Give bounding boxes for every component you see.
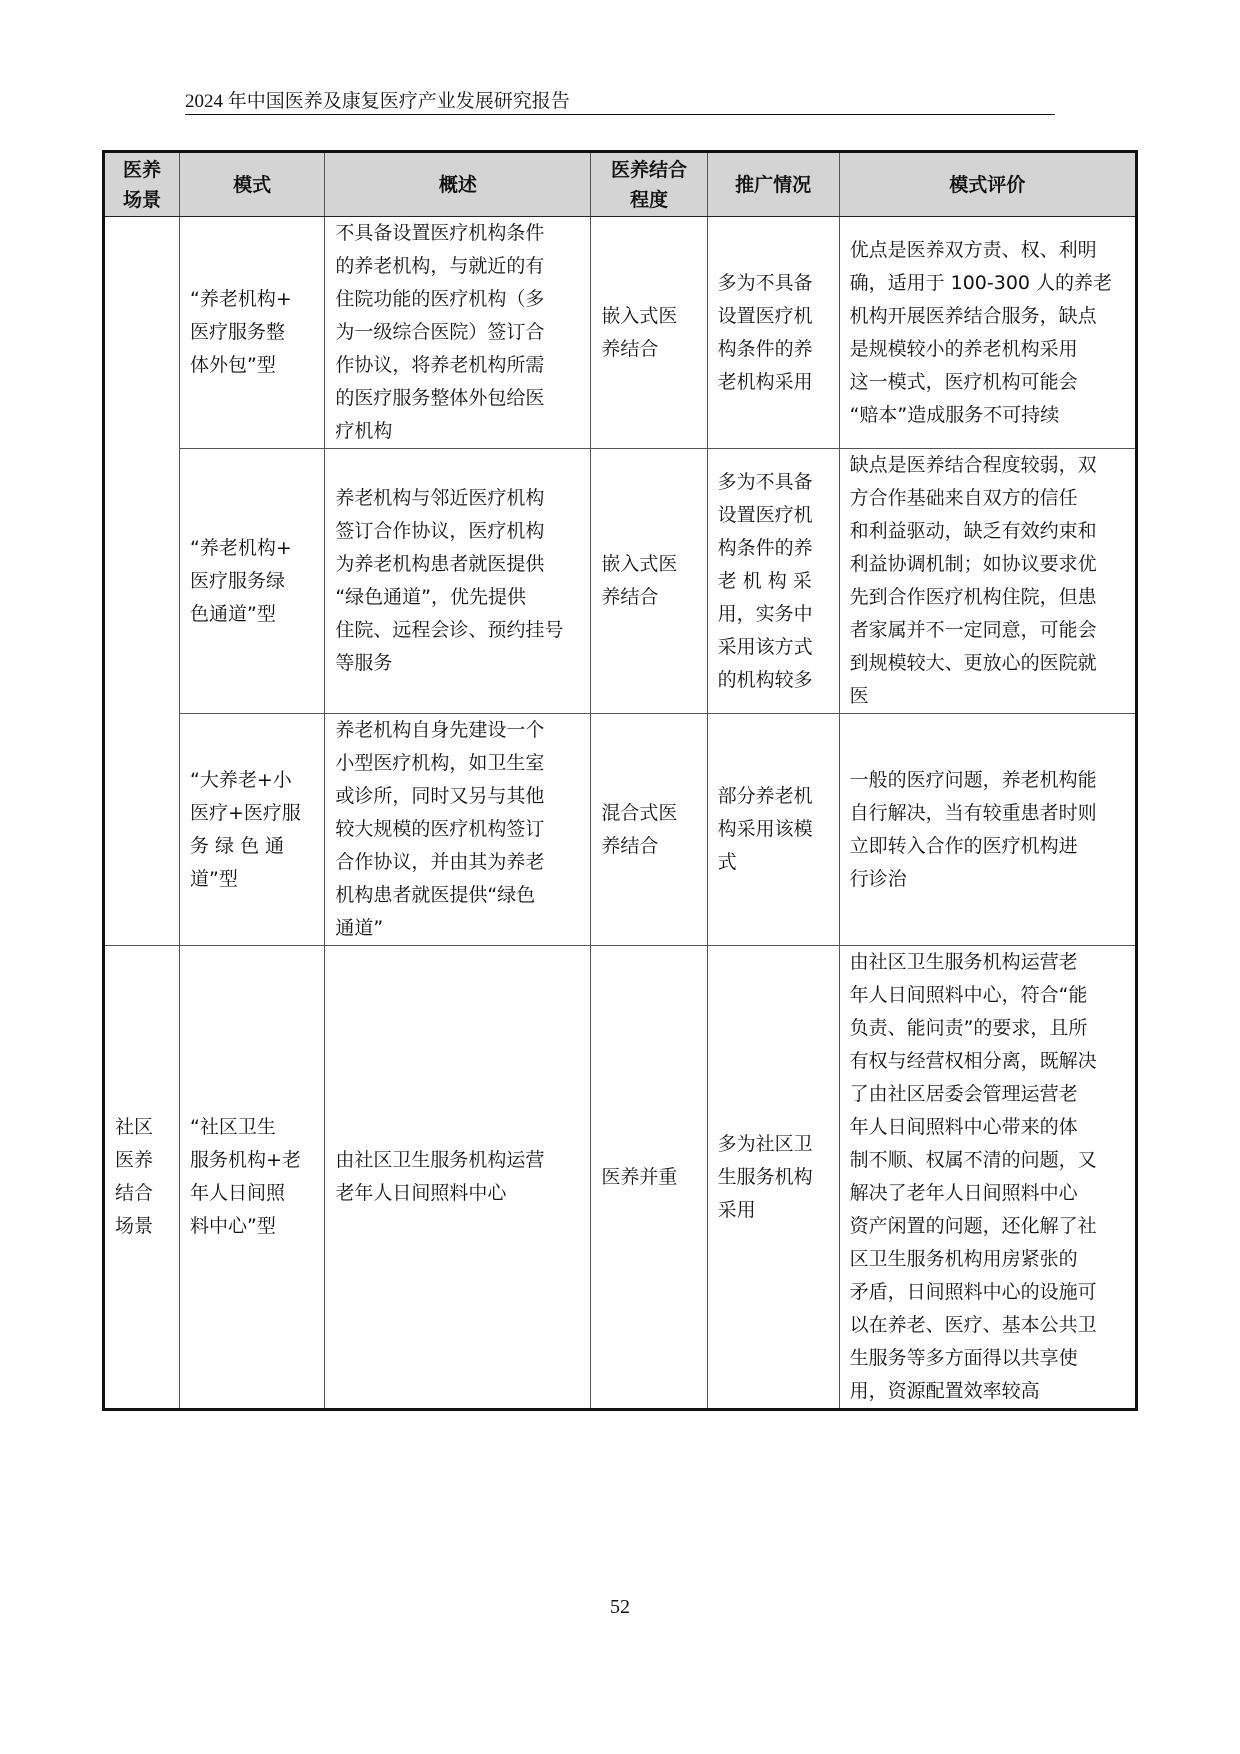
table-row bbox=[104, 449, 1137, 714]
header-degree: 医养结合 程度 bbox=[591, 152, 707, 217]
medical-elderly-care-modes-table bbox=[102, 150, 1138, 1411]
adoption-cell: 部分养老机 构采用该模 式 bbox=[707, 714, 839, 946]
adoption-cell: 多为不具备 设置医疗机 构条件的养 老机构采用 bbox=[707, 217, 839, 449]
mode-cell: “社区卫生 服务机构+老 年人日间照 料中心”型 bbox=[180, 946, 325, 1410]
degree-cell: 嵌入式医 养结合 bbox=[591, 217, 707, 449]
page-number: 52 bbox=[610, 1596, 630, 1618]
adoption-cell: 多为社区卫 生服务机构 采用 bbox=[707, 946, 839, 1410]
scene-cell: 社区 医养 结合 场景 bbox=[104, 946, 180, 1410]
header-mode: 模式 bbox=[180, 152, 325, 217]
header-rule bbox=[185, 114, 1055, 115]
scene-cell bbox=[104, 217, 180, 946]
mode-cell: “大养老+小 医疗+医疗服 务 绿 色 通 道”型 bbox=[180, 714, 325, 946]
table-header-row bbox=[104, 152, 1137, 217]
header-scene: 医养 场景 bbox=[104, 152, 180, 217]
table-row bbox=[104, 714, 1137, 946]
evaluation-cell: 由社区卫生服务机构运营老 年人日间照料中心，符合“能 负责、能问责”的要求，且所 有权与经营权相分离，既解决 了由社区居委会管理运营老 年人日间照料中心带来的体 制不顺、权属不清的问题，又 解决了老年人日间照料中心 资产闲置的问题，还化解了社 区卫生服务机构用房紧张的 矛盾，日间照料中心的设施可 以在养老、医疗、基本公共卫 生服务等多方面得以共享使 用，资源配置效率较高 bbox=[839, 946, 1136, 1410]
degree-cell: 混合式医 养结合 bbox=[591, 714, 707, 946]
table-row bbox=[104, 217, 1137, 449]
degree-cell: 嵌入式医 养结合 bbox=[591, 449, 707, 714]
evaluation-cell: 一般的医疗问题，养老机构能 自行解决，当有较重患者时则 立即转入合作的医疗机构进 行诊治 bbox=[839, 714, 1136, 946]
table-row bbox=[104, 946, 1137, 1410]
adoption-cell: 多为不具备 设置医疗机 构条件的养 老 机 构 采 用，实务中 采用该方式 的机构较多 bbox=[707, 449, 839, 714]
overview-cell: 由社区卫生服务机构运营 老年人日间照料中心 bbox=[325, 946, 591, 1410]
evaluation-cell: 优点是医养双方责、权、利明 确，适用于 100-300 人的养老 机构开展医养结合服务，缺点 是规模较小的养老机构采用 这一模式，医疗机构可能会 “赔本”造成服务不可持续 bbox=[839, 217, 1136, 449]
header-overview: 概述 bbox=[325, 152, 591, 217]
mode-cell: “养老机构+ 医疗服务整 体外包”型 bbox=[180, 217, 325, 449]
overview-cell: 养老机构与邻近医疗机构 签订合作协议，医疗机构 为养老机构患者就医提供 “绿色通道”，优先提供 住院、远程会诊、预约挂号 等服务 bbox=[325, 449, 591, 714]
overview-cell: 养老机构自身先建设一个 小型医疗机构，如卫生室 或诊所，同时又另与其他 较大规模的医疗机构签订 合作协议，并由其为养老 机构患者就医提供“绿色 通道” bbox=[325, 714, 591, 946]
mode-cell: “养老机构+ 医疗服务绿 色通道”型 bbox=[180, 449, 325, 714]
header-evaluation: 模式评价 bbox=[839, 152, 1136, 217]
evaluation-cell: 缺点是医养结合程度较弱，双 方合作基础来自双方的信任 和利益驱动，缺乏有效约束和 利益协调机制；如协议要求优 先到合作医疗机构住院，但患 者家属并不一定同意，可能会 到规模较大、更放心的医院就 医 bbox=[839, 449, 1136, 714]
header-adoption: 推广情况 bbox=[707, 152, 839, 217]
running-header: 2024 年中国医养及康复医疗产业发展研究报告 bbox=[185, 91, 570, 112]
degree-cell: 医养并重 bbox=[591, 946, 707, 1410]
overview-cell: 不具备设置医疗机构条件 的养老机构，与就近的有 住院功能的医疗机构（多 为一级综合医院）签订合 作协议，将养老机构所需 的医疗服务整体外包给医 疗机构 bbox=[325, 217, 591, 449]
